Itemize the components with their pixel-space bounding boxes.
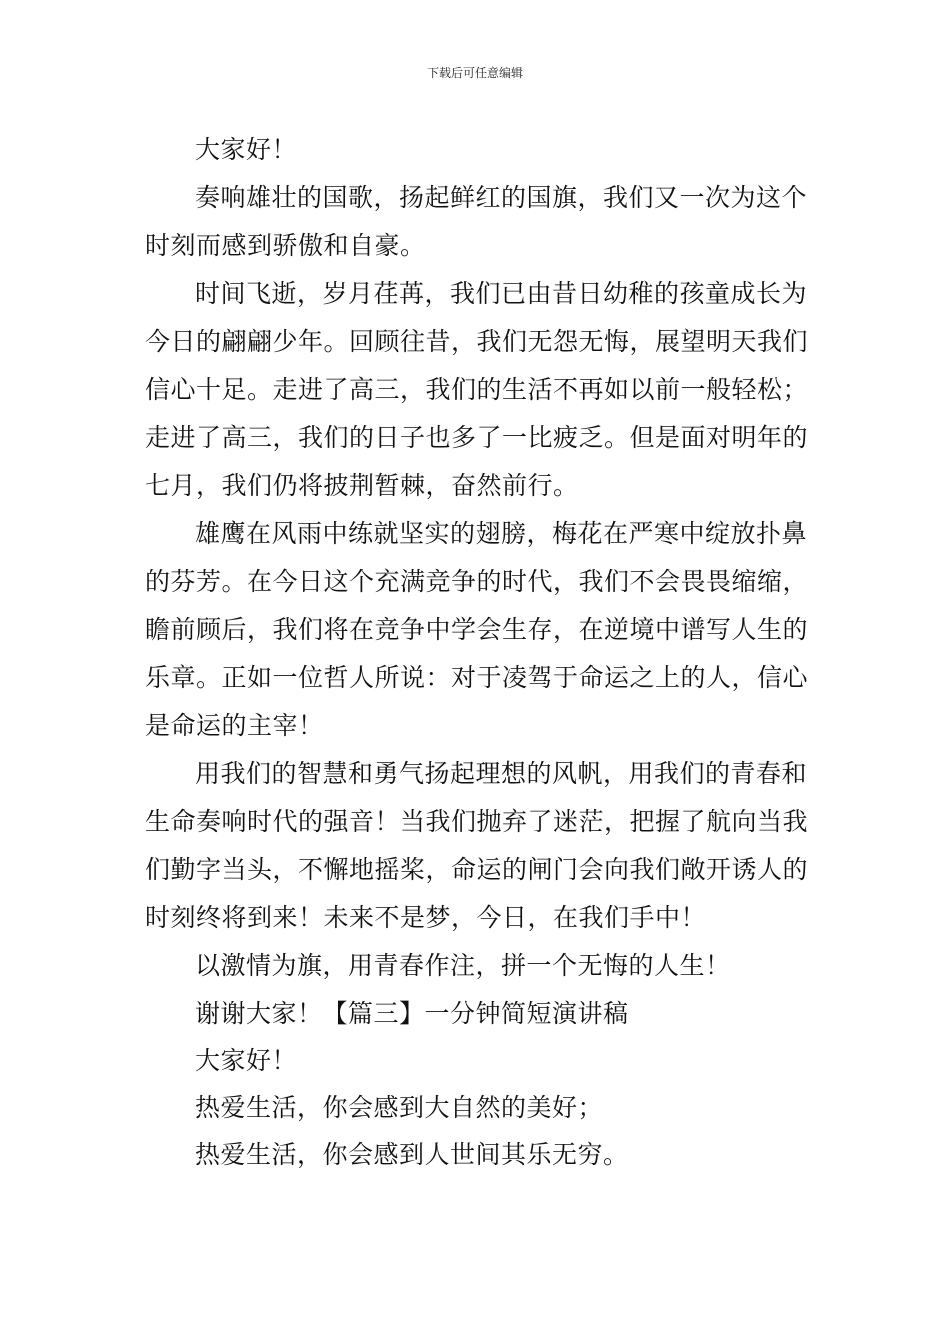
paragraph-passion: 以激情为旗，用青春作注，拼一个无悔的人生！ [195,951,731,980]
paragraph-anthem: 奏响雄壮的国歌，扬起鲜红的国旗，我们又一次为这个时刻而感到骄傲和自豪。 [145,183,808,260]
paragraph-wisdom: 用我们的智慧和勇气扬起理想的风帆，用我们的青春和生命奏响时代的强音！当我们抛弃了迷茫，把握了航向当我们勤字当头，不懈地摇桨，命运的闸门会向我们敞开诱人的时刻终将到来！未来不是梦，今日，在我们手中！ [145,759,809,932]
page-header: 下载后可任意编辑 [426,66,523,80]
paragraph-love-life-1: 热爱生活，你会感到大自然的美好； [195,1093,604,1122]
paragraph-time: 时间飞逝，岁月荏苒，我们已由昔日幼稚的孩童成长为今日的翩翩少年。回顾往昔，我们无怨无悔，展望明天我们信心十足。走进了高三，我们的生活不再如以前一般轻松；走进了高三，我们的日子也多了一比疲乏。但是面对明年的七月，我们仍将披荆暂棘，奋然前行。 [145,279,809,500]
paragraph-love-life-2: 热爱生活，你会感到人世间其乐无穷。 [195,1140,629,1169]
paragraph-greeting: 大家好！ [195,135,298,164]
document-body [145,126,810,1178]
paragraph-greeting-2: 大家好！ [195,1046,298,1075]
paragraph-thanks-section-title: 谢谢大家！【篇三】一分钟简短演讲稿 [195,999,629,1028]
paragraph-eagle: 雄鹰在风雨中练就坚实的翅膀，梅花在严寒中绽放扑鼻的芬芳。在今日这个充满竞争的时代，我们不会畏畏缩缩，瞻前顾后，我们将在竞争中学会生存，在逆境中谱写人生的乐章。正如一位哲人所说：对于凌驾于命运之上的人，信心是命运的主宰！ [145,519,809,740]
